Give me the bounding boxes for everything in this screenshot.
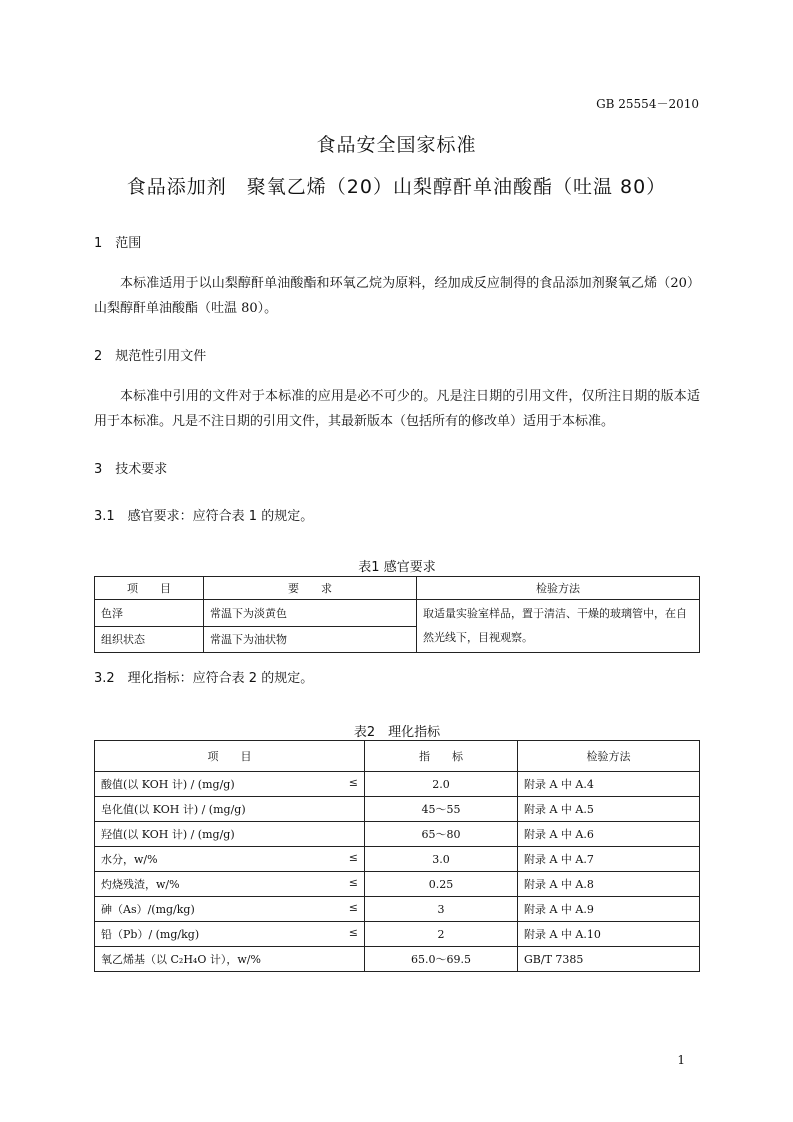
cell-method: 附录 A 中 A.10 xyxy=(518,922,700,947)
section-2-text: 本标准中引用的文件对于本标准的应用是必不可少的。凡是注日期的引用文件，仅所注日期的版本适用于本标准。凡是不注日期的引用文件，其最新版本（包括所有的修改单）适用于本标准。 xyxy=(94,389,700,429)
comparison-operator: ≤ xyxy=(348,901,358,914)
table-row xyxy=(95,897,700,922)
cell-value: 3 xyxy=(365,897,518,922)
item-label: 羟值(以 KOH 计) / (mg/g) xyxy=(101,828,235,841)
cell-method: 附录 A 中 A.6 xyxy=(518,822,700,847)
cell-method: 附录 A 中 A.7 xyxy=(518,847,700,872)
cell-item xyxy=(95,772,365,797)
cell-value: 45～55 xyxy=(365,797,518,822)
cell-value: 0.25 xyxy=(365,872,518,897)
comparison-operator: ≤ xyxy=(348,776,358,789)
section-2-heading: 2 规范性引用文件 xyxy=(94,349,207,364)
item-label: 灼烧残渣，w/% xyxy=(101,878,180,891)
table-1-caption: 表1 感官要求 xyxy=(358,560,436,575)
page-number: 1 xyxy=(677,1053,685,1067)
table-row xyxy=(95,772,700,797)
document-subtitle: 食品添加剂 聚氧乙烯（20）山梨醇酐单油酸酯（吐温 80） xyxy=(126,176,667,198)
cell-item xyxy=(95,822,365,847)
cell-value: 3.0 xyxy=(365,847,518,872)
document-title: 食品安全国家标准 xyxy=(316,134,477,156)
comparison-operator: ≤ xyxy=(348,926,358,939)
standard-code: GB 25554－2010 xyxy=(596,97,699,111)
cell-requirement: 常温下为油状物 xyxy=(204,626,417,653)
table-2-caption: 表2 理化指标 xyxy=(353,725,441,740)
table-row xyxy=(95,600,700,627)
column-header-method: 检验方法 xyxy=(518,741,700,772)
cell-item xyxy=(95,947,365,972)
item-label: 铅（Pb）/ (mg/kg) xyxy=(101,928,200,941)
cell-item xyxy=(95,897,365,922)
column-header-item: 项 目 xyxy=(95,741,365,772)
physicochemical-indicators-table xyxy=(94,740,700,972)
cell-item xyxy=(95,847,365,872)
cell-requirement: 常温下为淡黄色 xyxy=(204,600,417,627)
cell-value: 2 xyxy=(365,922,518,947)
cell-method: GB/T 7385 xyxy=(518,947,700,972)
section-3-2-heading: 3.2 理化指标：应符合表 2 的规定。 xyxy=(94,671,314,686)
cell-method: 附录 A 中 A.4 xyxy=(518,772,700,797)
column-header-requirement: 要 求 xyxy=(204,577,417,600)
item-label: 氧乙烯基（以 C₂H₄O 计），w/% xyxy=(101,953,261,966)
column-header-method: 检验方法 xyxy=(417,577,700,600)
column-header-item: 项 目 xyxy=(95,577,204,600)
item-label: 皂化值(以 KOH 计) / (mg/g) xyxy=(101,803,246,816)
table-header-row xyxy=(95,741,700,772)
table-row xyxy=(95,947,700,972)
cell-method: 附录 A 中 A.5 xyxy=(518,797,700,822)
cell-item: 组织状态 xyxy=(95,626,204,653)
cell-value: 65.0～69.5 xyxy=(365,947,518,972)
comparison-operator: ≤ xyxy=(348,851,358,864)
section-3-heading: 3 技术要求 xyxy=(94,462,168,477)
table-row xyxy=(95,822,700,847)
section-3-1-heading: 3.1 感官要求：应符合表 1 的规定。 xyxy=(94,509,314,524)
cell-method: 附录 A 中 A.8 xyxy=(518,872,700,897)
item-label: 酸值(以 KOH 计) / (mg/g) xyxy=(101,778,235,791)
cell-method: 取适量实验室样品，置于清洁、干燥的玻璃管中，在自然光线下，目视观察。 xyxy=(417,600,700,653)
cell-item xyxy=(95,797,365,822)
table-row xyxy=(95,872,700,897)
table-row xyxy=(95,797,700,822)
table-row xyxy=(95,922,700,947)
cell-value: 2.0 xyxy=(365,772,518,797)
table-header-row xyxy=(95,577,700,600)
section-1-heading: 1 范围 xyxy=(94,236,142,251)
table-row xyxy=(95,847,700,872)
comparison-operator: ≤ xyxy=(348,876,358,889)
sensory-requirements-table xyxy=(94,576,700,653)
column-header-indicator: 指 标 xyxy=(365,741,518,772)
item-label: 砷（As）/(mg/kg) xyxy=(101,903,195,916)
cell-method: 附录 A 中 A.9 xyxy=(518,897,700,922)
section-1-text: 本标准适用于以山梨醇酐单油酸酯和环氧乙烷为原料，经加成反应制得的食品添加剂聚氧乙烯（20）山梨醇酐单油酸酯（吐温 80）。 xyxy=(94,276,700,316)
cell-item xyxy=(95,872,365,897)
cell-value: 65～80 xyxy=(365,822,518,847)
cell-item xyxy=(95,922,365,947)
item-label: 水分，w/% xyxy=(101,853,158,866)
cell-item: 色泽 xyxy=(95,600,204,627)
